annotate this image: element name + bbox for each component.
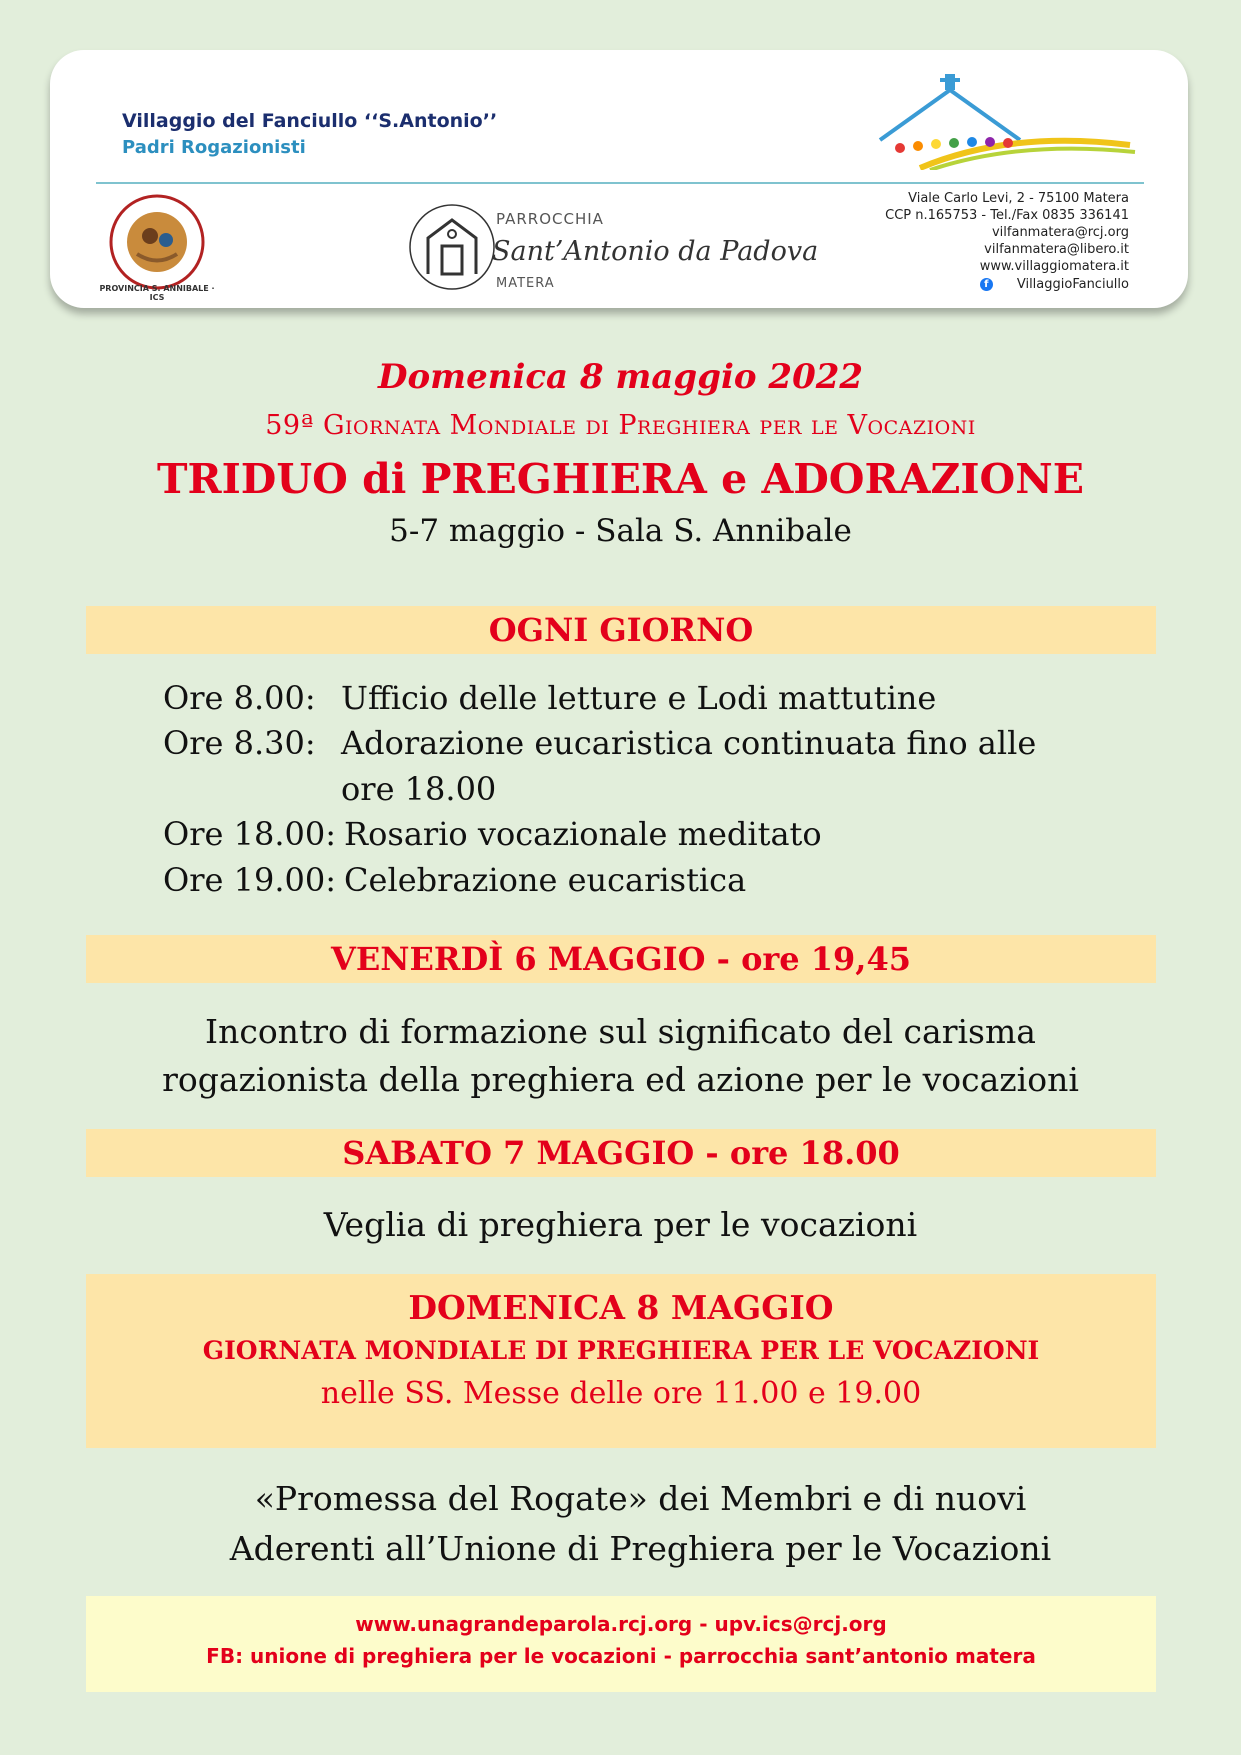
schedule-time: Ore 18.00: [163,815,337,853]
facebook-icon: f [980,278,993,291]
contact-facebook[interactable] [980,276,1129,293]
org-name: Villaggio del Fanciullo ‘‘S.Antonio’’ [122,110,498,132]
footer-facebook: FB: unione di preghiera per le vocazioni - parrocchia sant’antonio matera [206,1644,1036,1668]
org-subtitle: Padri Rogazionisti [122,137,306,158]
parish-label: PARROCCHIA [496,210,604,228]
promise-line-1: «Promessa del Rogate» dei Membri e di nuovi [254,1479,1027,1518]
friday-description [0,1008,1241,1104]
schedule-item [163,724,1036,762]
promise-text [20,1474,1241,1574]
promise-line-2: Aderenti all’Unione di Preghiera per le Vocazioni [229,1529,1052,1568]
schedule-item [163,679,936,717]
event-day-title: 59ª Giornata Mondiale di Preghiera per le Vocazioni [265,410,976,441]
parish-city: MATERA [496,276,555,291]
parish-logo-icon [406,202,498,292]
event-date: Domenica 8 maggio 2022 [377,357,864,397]
sunday-masses: nelle SS. Messe delle ore 11.00 e 19.00 [320,1376,922,1411]
schedule-time: Ore 8.30: [163,724,316,762]
friday-heading: VENERDÌ 6 MAGGIO - ore 19,45 [86,935,1156,983]
sunday-heading: DOMENICA 8 MAGGIO [408,1288,834,1327]
saturday-heading: SABATO 7 MAGGIO - ore 18.00 [86,1129,1156,1177]
contact-email-1[interactable]: vilfanmatera@rcj.org [991,225,1129,240]
schedule-item [163,861,746,899]
contact-phone: CCP n.165753 - Tel./Fax 0835 336141 [885,208,1129,223]
schedule-text: Rosario vocazionale meditato [344,815,822,853]
header-divider [96,182,1144,184]
schedule-time: Ore 19.00: [163,861,337,899]
saturday-description: Veglia di preghiera per le vocazioni [323,1205,918,1244]
footer-box [86,1596,1156,1692]
footer-links[interactable]: www.unagrandeparola.rcj.org - upv.ics@rcj.org [355,1612,887,1636]
event-main-title: TRIDUO di PREGHIERA e ADORAZIONE [157,455,1084,503]
union-caption: PROVINCIA S. ANNIBALE · ICS [99,284,215,302]
schedule-item [163,815,822,853]
every-day-heading: OGNI GIORNO [86,606,1156,654]
contact-block [885,190,1129,293]
event-place: 5-7 maggio - Sala S. Annibale [389,513,852,549]
schedule-time: Ore 8.00: [163,679,316,717]
facebook-name: VillaggioFanciullo [1016,277,1129,292]
contact-email-2[interactable]: vilfanmatera@libero.it [984,242,1129,257]
friday-line-1: Incontro di formazione sul significato del carisma [205,1012,1036,1051]
contact-address: Viale Carlo Levi, 2 - 75100 Matera [908,191,1129,206]
friday-line-2: rogazionista della preghiera ed azione per le vocazioni [162,1060,1079,1099]
village-logo-icon [860,70,1140,170]
schedule-text: Ufficio delle letture e Lodi mattutine [341,679,937,717]
sunday-box [86,1274,1156,1448]
schedule-text: Celebrazione eucaristica [344,861,747,899]
schedule-text: Adorazione eucaristica continuata fino alle [341,724,1037,762]
parish-name: Sant’Antonio da Padova [492,236,819,267]
sunday-subheading: GIORNATA MONDIALE DI PREGHIERA PER LE VOCAZIONI [202,1336,1040,1365]
schedule-text-continued: ore 18.00 [341,770,497,808]
contact-website[interactable]: www.villaggiomatera.it [979,259,1129,274]
